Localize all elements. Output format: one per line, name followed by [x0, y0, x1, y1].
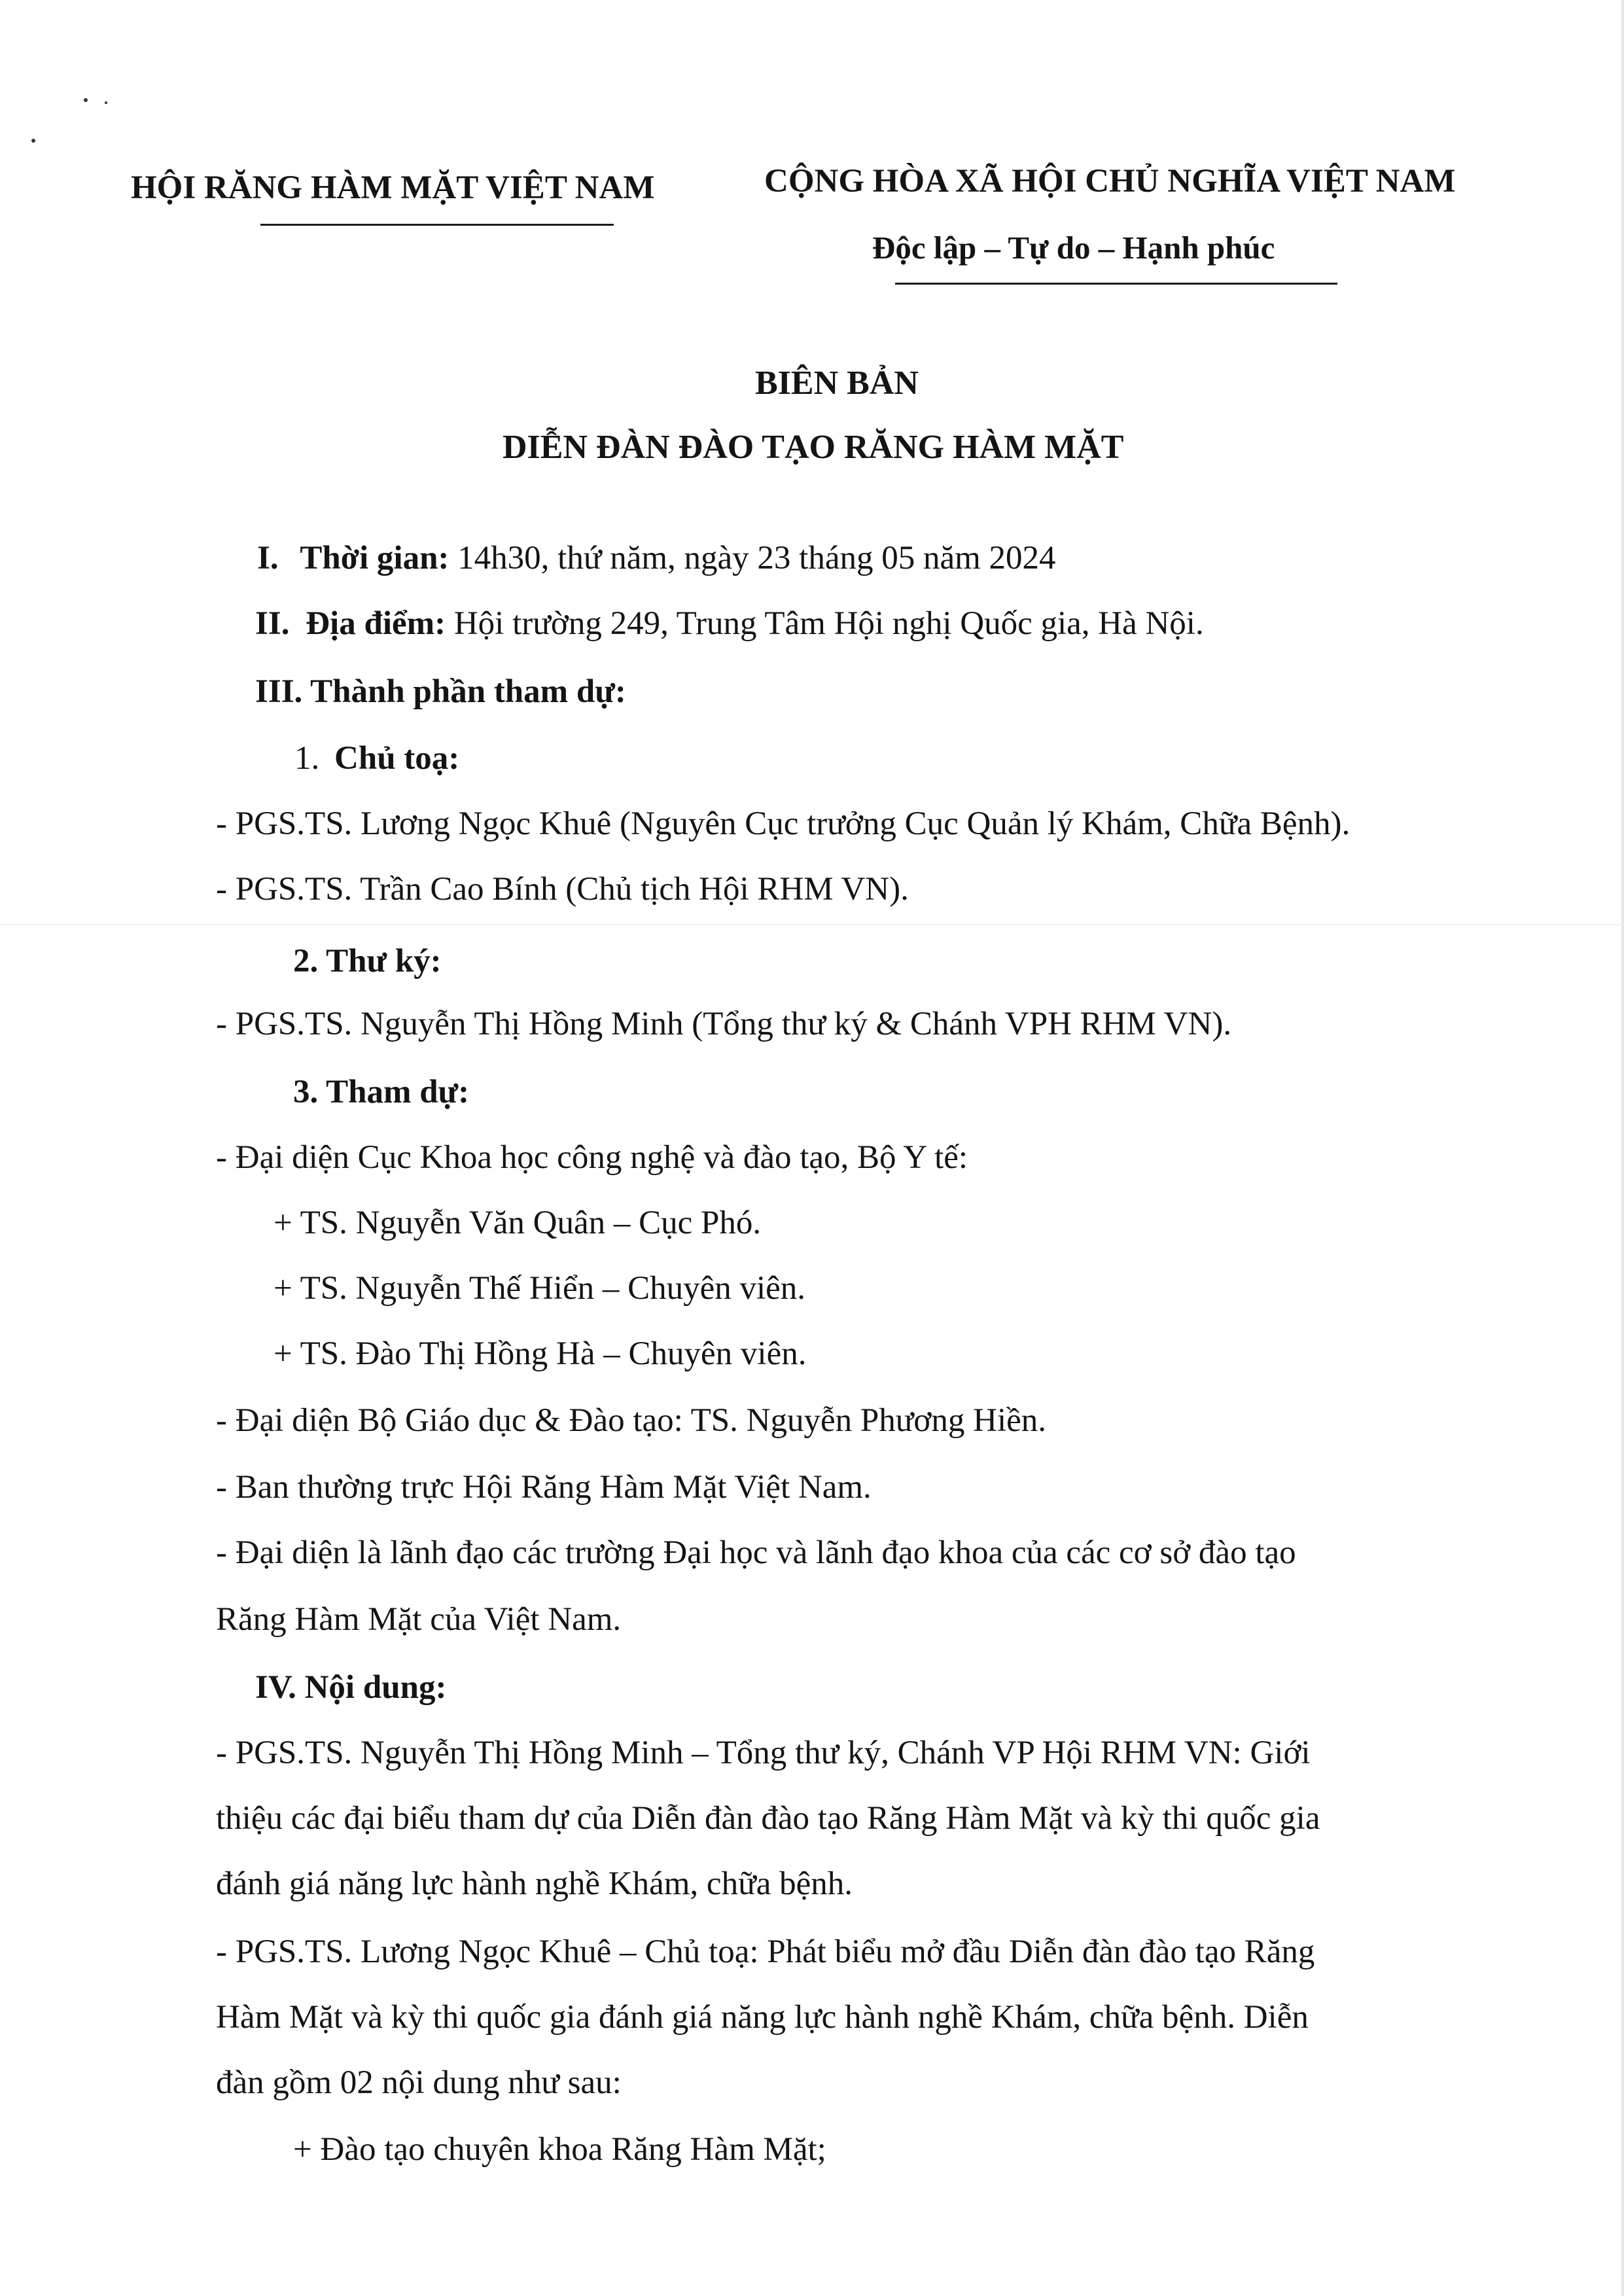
content-line: thiệu các đại biểu tham dự của Diễn đàn đào tạo Răng Hàm Mặt và kỳ thi quốc gia: [216, 1800, 1320, 1837]
section-place-label: Địa điểm:: [306, 605, 446, 642]
scan-band: [0, 924, 1624, 925]
attendee-line: - Ban thường trực Hội Răng Hàm Mặt Việt Nam.: [216, 1469, 872, 1506]
content-line: - PGS.TS. Lương Ngọc Khuê – Chủ toạ: Phát biểu mở đầu Diễn đàn đào tạo Răng: [216, 1934, 1315, 1970]
chair-item: - PGS.TS. Trần Cao Bính (Chủ tịch Hội RHM VN).: [216, 871, 909, 908]
attendee-line: + TS. Nguyễn Văn Quân – Cục Phó.: [274, 1205, 762, 1241]
section-time-label: Thời gian:: [300, 540, 450, 576]
section-place: [255, 605, 1204, 643]
section-place-value: Hội trường 249, Trung Tâm Hội nghị Quốc gia, Hà Nội.: [446, 605, 1204, 642]
motto-underline: [895, 283, 1337, 285]
attendee-line: Răng Hàm Mặt của Việt Nam.: [216, 1601, 622, 1638]
content-line: đàn gồm 02 nội dung như sau:: [216, 2064, 622, 2101]
scan-edge: [1621, 0, 1624, 2296]
secretary-item: - PGS.TS. Nguyễn Thị Hồng Minh (Tổng thư ký & Chánh VPH RHM VN).: [216, 1006, 1232, 1042]
org-name-underline: [260, 224, 614, 226]
motto: Độc lập – Tự do – Hạnh phúc: [872, 230, 1275, 266]
chair-item: - PGS.TS. Lương Ngọc Khuê (Nguyên Cục trưởng Cục Quản lý Khám, Chữa Bệnh).: [216, 805, 1350, 842]
content-heading: IV. Nội dung:: [255, 1669, 447, 1706]
content-line: đánh giá năng lực hành nghề Khám, chữa bệnh.: [216, 1865, 853, 1902]
scan-speck: [84, 98, 88, 102]
scan-speck: [105, 101, 107, 104]
secretary-heading: 2. Thư ký:: [293, 943, 442, 980]
chair-heading: [294, 739, 459, 777]
section-time: [257, 539, 1056, 577]
attendees-heading: 3. Tham dự:: [293, 1074, 470, 1110]
scan-speck: [31, 139, 35, 143]
org-name: HỘI RĂNG HÀM MẶT VIỆT NAM: [131, 169, 655, 206]
attendee-line: - Đại diện là lãnh đạo các trường Đại học và lãnh đạo khoa của các cơ sở đào tạo: [216, 1534, 1296, 1571]
content-line: Hàm Mặt và kỳ thi quốc gia đánh giá năng lực hành nghề Khám, chữa bệnh. Diễn: [216, 1999, 1309, 2036]
content-line: + Đào tạo chuyên khoa Răng Hàm Mặt;: [293, 2131, 826, 2168]
attendee-line: - Đại diện Bộ Giáo dục & Đào tạo: TS. Nguyễn Phương Hiền.: [216, 1402, 1046, 1439]
section-time-num: I.: [257, 540, 279, 576]
section-time-value: 14h30, thứ năm, ngày 23 tháng 05 năm 2024: [449, 540, 1056, 576]
attendee-line: - Đại diện Cục Khoa học công nghệ và đào tạo, Bộ Y tế:: [216, 1139, 968, 1176]
doc-subtitle: DIỄN ĐÀN ĐÀO TẠO RĂNG HÀM MẶT: [503, 429, 1124, 466]
section-place-num: II.: [255, 605, 290, 642]
attendee-line: + TS. Đào Thị Hồng Hà – Chuyên viên.: [274, 1335, 807, 1372]
chair-label: Chủ toạ:: [334, 740, 460, 777]
content-line: - PGS.TS. Nguyễn Thị Hồng Minh – Tổng thư ký, Chánh VP Hội RHM VN: Giới: [216, 1735, 1311, 1771]
attendee-line: + TS. Nguyễn Thế Hiển – Chuyên viên.: [274, 1270, 806, 1307]
doc-title: BIÊN BẢN: [755, 364, 919, 402]
chair-num: 1.: [294, 740, 320, 777]
section-participants-heading: III. Thành phần tham dự:: [255, 673, 626, 710]
country-name: CỘNG HÒA XÃ HỘI CHỦ NGHĨA VIỆT NAM: [764, 163, 1456, 200]
